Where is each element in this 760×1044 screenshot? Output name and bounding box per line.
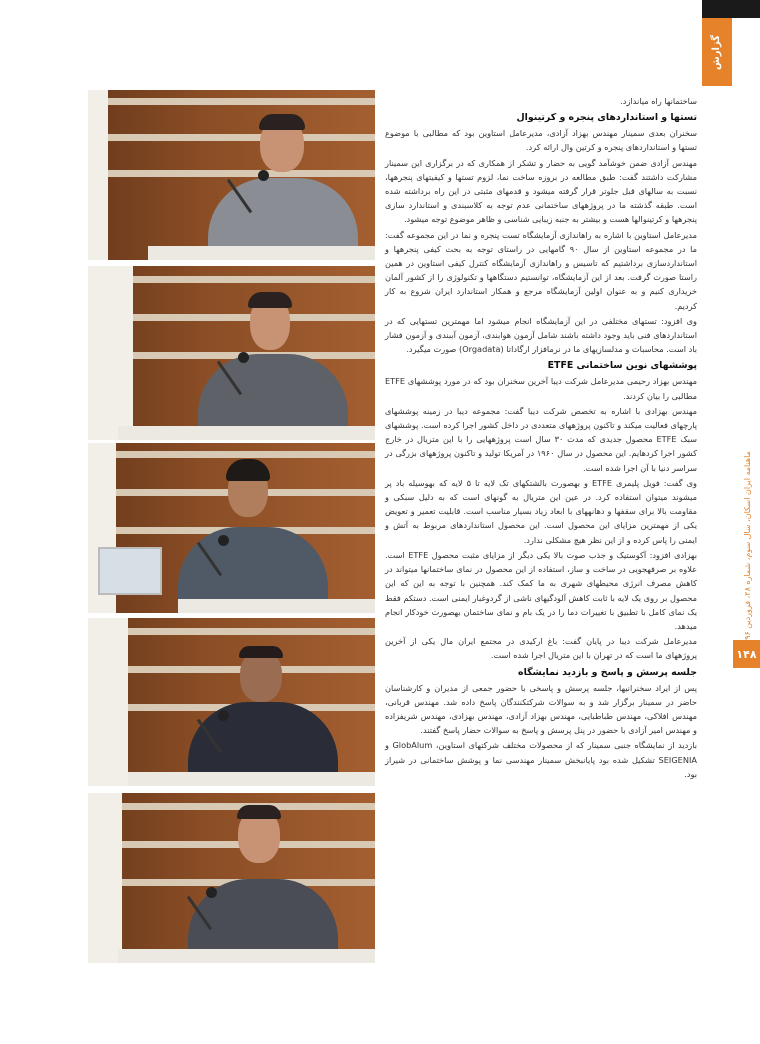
speaker-photo-3 [88,443,375,613]
intro-line: ساختمانها راه میاندازد. [620,96,697,106]
section-tab [702,18,732,86]
paragraph: پس از ایراد سخنرانیها، جلسه پرسش و پاسخی با حضور جمعی از مدیران و کارشناسان حاضر در سمینار برگزار شد و به سوالات شرکتکنندگان پاسخ داده شد. مهندس قربانی، مهندس افلاکی، مهندس طباطبایی، مهندس بهزاد آزادی، مهندس بهزادی، مهندس شریفزاده و مهندس امیر آزادی با حضور در پنل پرسش و پاسخ به سوالات حضار پاسخ گفتند. [385,682,697,736]
speaker-photo-2 [88,266,375,440]
paragraph: وی گفت: فویل پلیمری ETFE و بهصورت بالشتکهای تک لایه تا ۵ لایه که بهوسیله باد پر میشوند میتوان استفاده کرد. در عین این متریال به گونهای است که به دلیل سبکی و مقاومت بالا برای سقفها و دهانههای با ابعاد زیاد بسیار مناسب است. قابلیت تعمیر و تعویض یکی از مهمترین مزایای این محصول است. این محصول استانداردهای مربوط به آتش و ایمنی را پاس کرده و از این نظر هیچ مشکلی ندارد. [385,477,697,545]
paragraph: مهندس بهزادی با اشاره به تخصص شرکت دیبا گفت: مجموعه دیبا در زمینه پوششهای پارچهای فعالیت میکند و تاکنون پروژههای متعددی در داخل کشور اجرا کرده است. پوششهای سبک ETFE محصول جدیدی که مدت ۳۰ سال است پروژههایی را با این متریال در خارج کشور اجرا کردهایم. این محصول در سال ۱۹۶۰ در آمریکا تولید و تاکنون پروژههای بزرگی در سراسر دنیا با آن اجرا شده است. [385,405,697,473]
paragraph: وی افزود: تستهای مختلفی در این آزمایشگاه انجام میشود اما مهمترین تستهایی که در استانداردهای فنی باید وجود داشته باشند شامل آزمون هوابندی، آزمون آببندی و آزمون فشار باد است. محاسبات و مدلسازیهای ما در نرمافزار ارگاداتا (Orgadata) صورت میگیرد. [385,315,697,355]
speaker-photo-4 [88,618,375,786]
article-column [385,94,697,782]
paragraph: مدیرعامل استاوین با اشاره به راهاندازی آزمایشگاه تست پنجره و نما در این مجموعه گفت: ما در مجموعه استاوین از سال ۹۰ گامهایی در راستای توجه به بحث کیفی پنجرهها و استانداردسازی برداشتیم که تاسیس و راهاندازی آزمایشگاه کنترل کیفی استاوین در همین راستا صورت گرفت. بعد از این آزمایشگاه، توانستیم دستگاهها و تکنولوژی را از کشور آلمان خریداری کنیم و به عنوان اولین آزمایشگاه مرجع و همکار استاندارد ایران شروع به کار کردیم. [385,229,697,311]
paragraph: بهزادی افزود: آکوستیک و جذب صوت بالا یکی دیگر از مزایای مثبت محصول ETFE است. علاوه بر صرفهجویی در ساخت و ساز، استفاده از این محصول در نمای ساختمانها میتواند در کاهش مصرف انرژی محیطهای شهری به ما کمک کند. همچنین با توجه به این که این محصول بر روی یک لایه با ثابت کاهش آلودگیهای ناشی از گردوغبار ایمنی است. دستکم فقط یک نمای کامل با تطبیق با تغییرات دما را در یک بام و نمای ساختمان بهصورت خودکار انجام میدهد. [385,549,697,631]
speaker-photo-5 [88,793,375,963]
heading-etfe: پوششهای نوین ساختمانی ETFE [547,360,697,372]
paragraph: مهندس بهزاد رحیمی مدیرعامل شرکت دیبا آخرین سخنران بود که در مورد پوششهای ETFE مطالبی را بیان کردند. [385,376,697,401]
paragraph: مدیرعامل شرکت دیبا در پایان گفت: باغ ارکیدی در مجتمع ایران مال یکی از آخرین پروژههای ما است که در تهران با این متریال اجرا شده است. [385,636,697,661]
paragraph: بازدید از نمایشگاه جنبی سمینار که از محصولات مختلف شرکتهای استاوین، GlobAlum و SEIGENIA تشکیل شده بود پایانبخش سمینار مهندسی نما و پوشش ساختمانی در شیراز بود. [385,740,697,779]
header-black-tab [702,0,760,18]
paragraph: مهندس آزادی ضمن خوشآمد گویی به حضار و تشکر از همکاری که در برگزاری این سمینار مشارکت داشتند گفت: طبق مطالعه در بروزه ساخت نما، لزوم تستها و کیفیتهای پنجرهها، نسبت به سالهای قبل جلوتر قرار گرفته میشود و قدمهای مثبتی در این راه برداشته شده است. طبقه گذشته ما در پروژههای ساختمانی عدم توجه به کلاسبندی و استاندارد سازی پنجرهها و کرتینوالها هست و بیشتر به جنبه زیبایی شناسی و ظاهر موضوع توجه میشود. [385,157,697,225]
heading-qa-session: جلسه پرسش و پاسخ و بازدید نمایشگاه [518,666,697,678]
speaker-photo-1 [88,90,375,260]
side-caption-text: ماهنامه ایران اسکان، سال سوم، شماره ۲۸، فروردین ۹۶ [742,450,752,640]
page-number: ۱۴۸ [733,640,760,668]
paragraph: سخنران بعدی سمینار مهندس بهزاد آزادی، مدیرعامل استاوین بود که مطالبی با موضوع تستها و استانداردهای پنجره و کرتین وال ارائه کرد. [385,128,697,153]
section-tab-label: گزارش [711,34,723,70]
heading-window-tests: تستها و استانداردهای پنجره و کرتینوال [516,112,697,124]
side-caption [737,420,757,670]
